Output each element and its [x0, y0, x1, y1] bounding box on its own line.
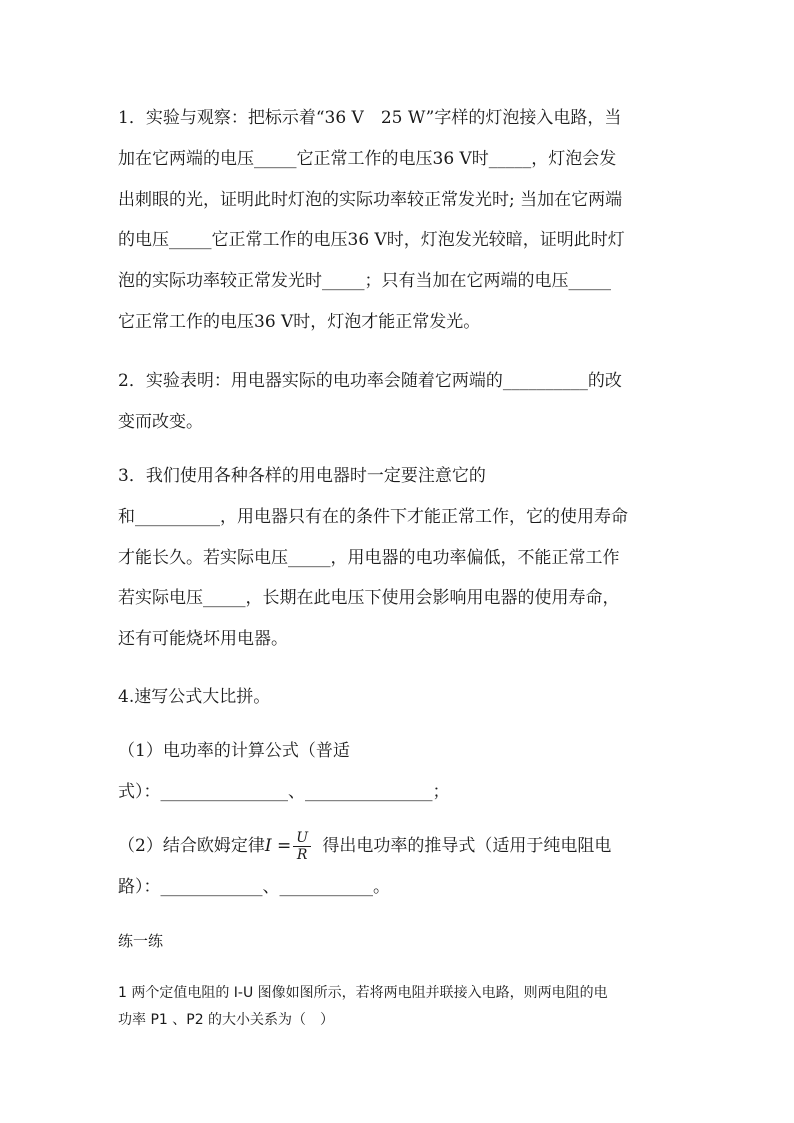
char: 1	[135, 741, 146, 761]
practice-title	[118, 928, 676, 955]
formula-lhs: I =	[264, 836, 292, 856]
char: 的	[468, 466, 486, 486]
char: 一	[366, 466, 384, 486]
char: 的	[281, 466, 299, 486]
char: 各	[247, 466, 265, 486]
question-4-part-2	[118, 826, 676, 908]
question-4-part-1-justified-line	[118, 731, 676, 772]
char: 注	[417, 466, 435, 486]
question-3	[118, 456, 676, 660]
char: 要	[400, 466, 418, 486]
question-2	[118, 361, 676, 443]
char: 器	[332, 466, 350, 486]
question-3-line: 才能长久。若实际电压_____，用电器的电功率偏低，不能正常工作	[118, 547, 620, 568]
char: 我	[145, 466, 163, 486]
char: 用	[298, 466, 316, 486]
char: 式	[281, 741, 299, 761]
char: 各	[213, 466, 231, 486]
question-3-justified-line	[118, 456, 676, 497]
char: 种	[230, 466, 248, 486]
question-4-part-2-line: 路）：____________、___________。	[118, 876, 390, 897]
char: 率	[196, 741, 214, 761]
char: 意	[434, 466, 452, 486]
char: 电	[315, 466, 333, 486]
char: 普	[315, 741, 333, 761]
practice-title-text: 练一练	[118, 932, 164, 950]
char: ．	[128, 466, 146, 486]
char: 公	[264, 741, 282, 761]
question-1-line: 出刺眼的光，证明此时灯泡的实际功率较正常发光时; 当加在它两端	[118, 189, 623, 210]
formula-fraction	[293, 830, 311, 863]
char: 功	[179, 741, 197, 761]
char: 时	[349, 466, 367, 486]
ohm-law-prefix: （2）结合欧姆定律	[118, 836, 265, 856]
formula-numerator: U	[293, 830, 311, 847]
char: 的	[213, 741, 231, 761]
question-2-line: 2．实验表明：用电器实际的电功率会随着它两端的__________的改	[118, 371, 622, 391]
question-1-line: 加在它两端的电压_____它正常工作的电压36 V时_____，灯泡会发	[118, 148, 617, 169]
char: 样	[264, 466, 282, 486]
char: 使	[179, 466, 197, 486]
question-2-line: 变而改变。	[118, 411, 203, 432]
question-1-line: 它正常工作的电压36 V时，灯泡才能正常发光。	[118, 311, 481, 332]
question-4-heading-text: 4.速写公式大比拼。	[118, 687, 271, 707]
question-3-line: 若实际电压_____，长期在此电压下使用会影响用电器的使用寿命，	[118, 588, 620, 609]
question-4-heading	[118, 677, 676, 718]
question-3-line: 还有可能烧坏用电器。	[118, 629, 288, 650]
practice-question-line: 功率 P1 、P2 的大小关系为（ ）	[118, 1012, 335, 1028]
char: （	[118, 741, 135, 761]
char: 们	[162, 466, 180, 486]
char: 计	[230, 741, 248, 761]
question-4-part-1-line: 式）：_______________、_______________；	[118, 781, 450, 802]
question-1-line: 的电压_____它正常工作的电压36 V时，灯泡发光较暗，证明此时灯	[118, 230, 625, 251]
question-1	[118, 98, 676, 343]
ohm-law-suffix: 得出电功率的推导式（适用于纯电阻电	[317, 836, 612, 856]
char: 3	[118, 466, 129, 486]
practice-question-line: 1 两个定值电阻的 I-U 图像如图所示，若将两电阻并联接入电路，则两电阻的电	[118, 985, 608, 1001]
char: 用	[196, 466, 214, 486]
question-1-line: 1．实验与观察：把标示着“36 V 25 W”字样的灯泡接入电路，当	[118, 108, 622, 128]
char: 它	[451, 466, 469, 486]
char: 适	[332, 741, 350, 761]
char: 电	[162, 741, 180, 761]
formula-denominator: R	[296, 847, 308, 863]
char: 算	[247, 741, 265, 761]
practice-question-1	[118, 980, 688, 1034]
char: 定	[383, 466, 401, 486]
question-4-part-1	[118, 731, 676, 813]
char: （	[298, 741, 316, 761]
char: ）	[145, 741, 163, 761]
question-3-line: 和__________，用电器只有在的条件下才能正常工作，它的使用寿命	[118, 506, 628, 527]
question-1-line: 泡的实际功率较正常发光时_____；只有当加在它两端的电压_____	[118, 271, 611, 292]
question-4-part-2-line	[118, 826, 676, 867]
